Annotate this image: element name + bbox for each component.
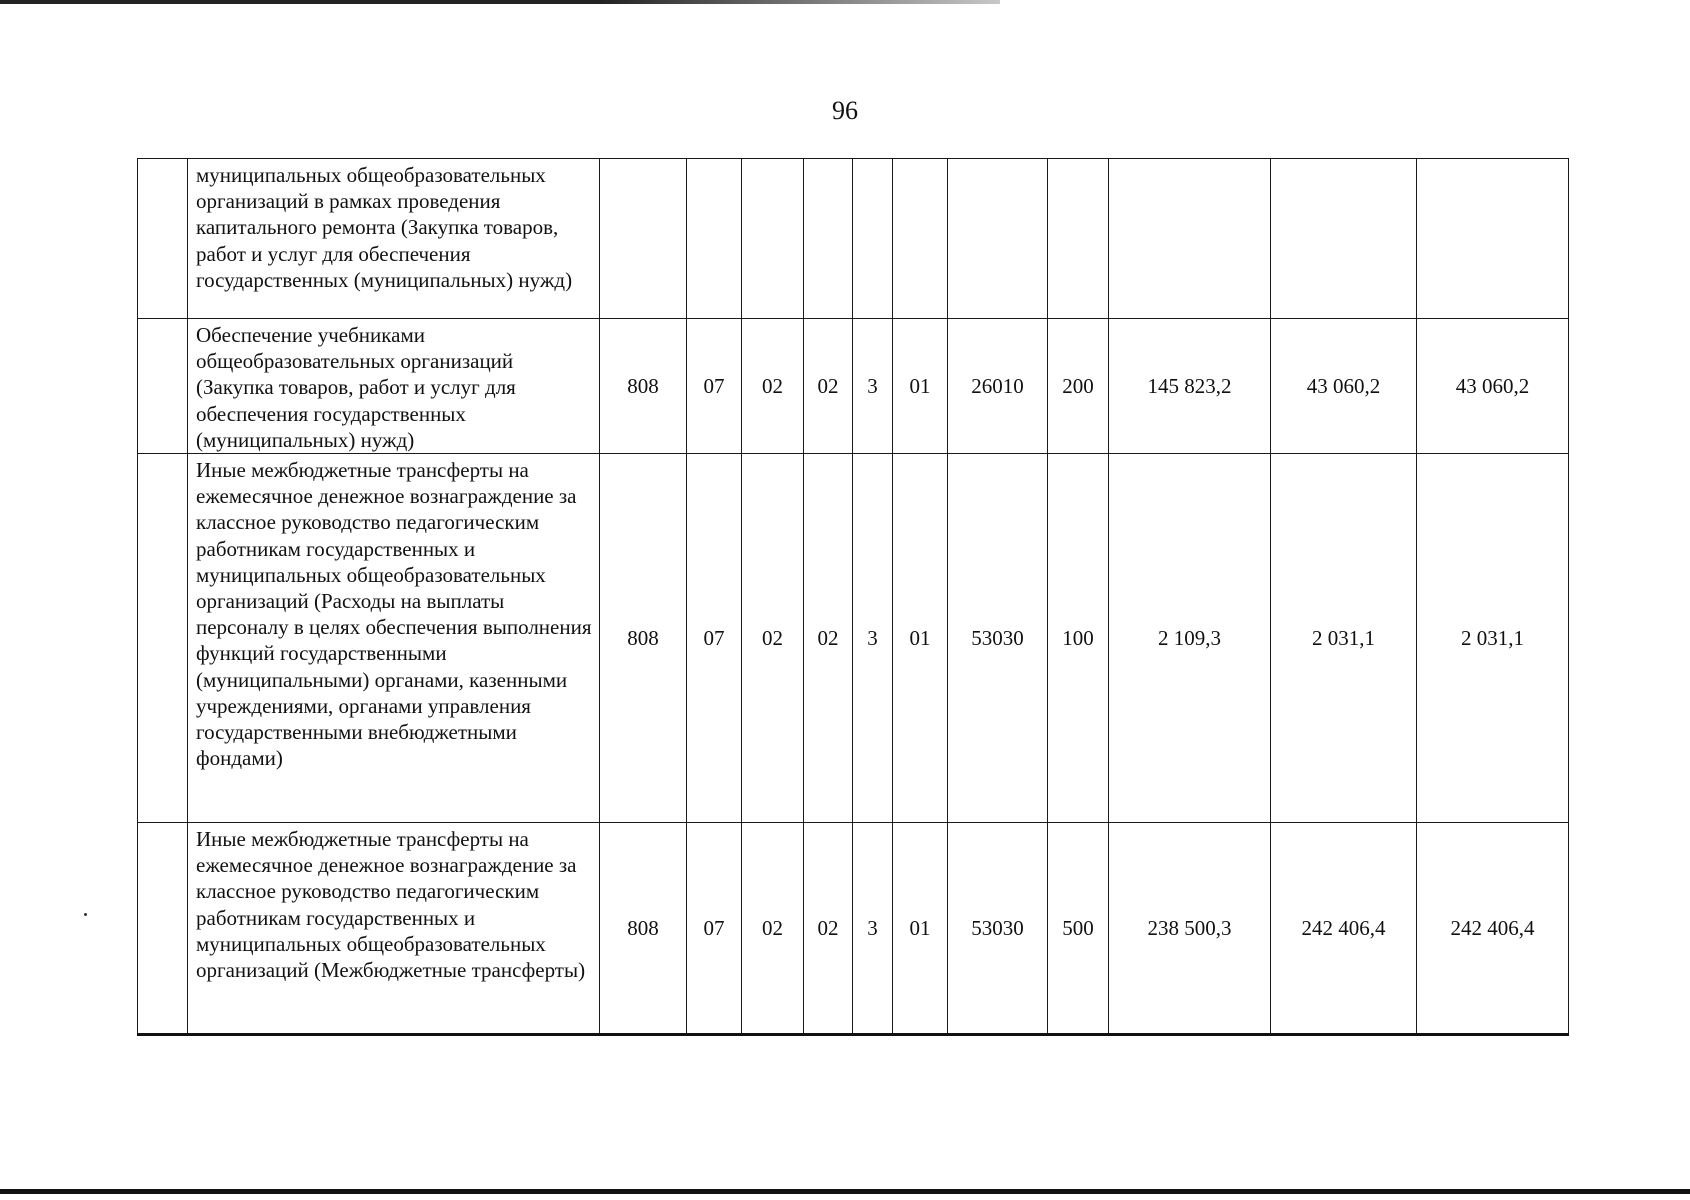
subsection-code-cell xyxy=(742,159,804,319)
ministry-code-cell: 808 xyxy=(600,823,687,1035)
direction-code-cell: 26010 xyxy=(948,319,1048,454)
subsection-code-cell: 02 xyxy=(742,319,804,454)
table-row xyxy=(138,454,1569,823)
subprogram-type-cell xyxy=(853,159,893,319)
subprogram-type-cell: 3 xyxy=(853,319,893,454)
ministry-code-cell: 808 xyxy=(600,454,687,823)
amount-year-2-cell: 242 406,4 xyxy=(1271,823,1417,1035)
ministry-code-cell xyxy=(600,159,687,319)
amount-year-1-cell xyxy=(1109,159,1271,319)
description-cell: Обеспечение учебниками общеобразовательных организаций (Закупка товаров, работ и услуг для обеспечения государственных (муниципальных) нужд) xyxy=(188,319,600,454)
main-event-cell xyxy=(893,159,948,319)
scan-speck xyxy=(84,913,87,916)
main-event-cell: 01 xyxy=(893,319,948,454)
amount-year-3-cell: 242 406,4 xyxy=(1417,823,1569,1035)
amount-year-1-cell: 238 500,3 xyxy=(1109,823,1271,1035)
section-code-cell: 07 xyxy=(687,454,742,823)
main-event-cell: 01 xyxy=(893,823,948,1035)
amount-year-1-cell: 2 109,3 xyxy=(1109,454,1271,823)
expense-type-cell: 100 xyxy=(1048,454,1109,823)
direction-code-cell xyxy=(948,159,1048,319)
amount-year-2-cell: 2 031,1 xyxy=(1271,454,1417,823)
program-code-cell: 02 xyxy=(804,454,853,823)
direction-code-cell: 53030 xyxy=(948,823,1048,1035)
scan-edge-bottom xyxy=(0,1189,1690,1194)
program-code-cell: 02 xyxy=(804,823,853,1035)
scan-edge-top xyxy=(0,0,1000,4)
section-code-cell xyxy=(687,159,742,319)
table-row xyxy=(138,159,1569,319)
amount-year-1-cell: 145 823,2 xyxy=(1109,319,1271,454)
main-event-cell: 01 xyxy=(893,454,948,823)
program-code-cell xyxy=(804,159,853,319)
expense-type-cell: 200 xyxy=(1048,319,1109,454)
amount-year-3-cell: 2 031,1 xyxy=(1417,454,1569,823)
subprogram-type-cell: 3 xyxy=(853,454,893,823)
direction-code-cell: 53030 xyxy=(948,454,1048,823)
description-cell: Иные межбюджетные трансферты на ежемесячное денежное вознаграждение за классное руководство педагогическим работникам государственных и муниципальных общеобразовательных организаций (Межбюджетные трансферты) xyxy=(188,823,600,1035)
description-cell: муниципальных общеобразовательных организаций в рамках проведения капитального ремонта (Закупка товаров, работ и услуг для обеспечения государственных (муниципальных) нужд) xyxy=(188,159,600,319)
page-number: 96 xyxy=(832,96,858,125)
expense-type-cell: 500 xyxy=(1048,823,1109,1035)
program-code-cell: 02 xyxy=(804,319,853,454)
subsection-code-cell: 02 xyxy=(742,823,804,1035)
table-row xyxy=(138,319,1569,454)
table-row xyxy=(138,823,1569,1035)
budget-table xyxy=(137,158,1569,1036)
subsection-code-cell: 02 xyxy=(742,454,804,823)
amount-year-3-cell xyxy=(1417,159,1569,319)
section-code-cell: 07 xyxy=(687,823,742,1035)
row-number-cell xyxy=(138,159,188,319)
ministry-code-cell: 808 xyxy=(600,319,687,454)
row-number-cell xyxy=(138,454,188,823)
amount-year-2-cell: 43 060,2 xyxy=(1271,319,1417,454)
amount-year-2-cell xyxy=(1271,159,1417,319)
amount-year-3-cell: 43 060,2 xyxy=(1417,319,1569,454)
expense-type-cell xyxy=(1048,159,1109,319)
row-number-cell xyxy=(138,823,188,1035)
subprogram-type-cell: 3 xyxy=(853,823,893,1035)
description-cell: Иные межбюджетные трансферты на ежемесячное денежное вознаграждение за классное руководство педагогическим работникам государственных и муниципальных общеобразовательных организаций (Расходы на выплаты персоналу в целях обеспечения выполнения функций государственными (муниципальными) органами, казенными учреждениями, органами управления государственными внебюджетными фондами) xyxy=(188,454,600,823)
row-number-cell xyxy=(138,319,188,454)
section-code-cell: 07 xyxy=(687,319,742,454)
